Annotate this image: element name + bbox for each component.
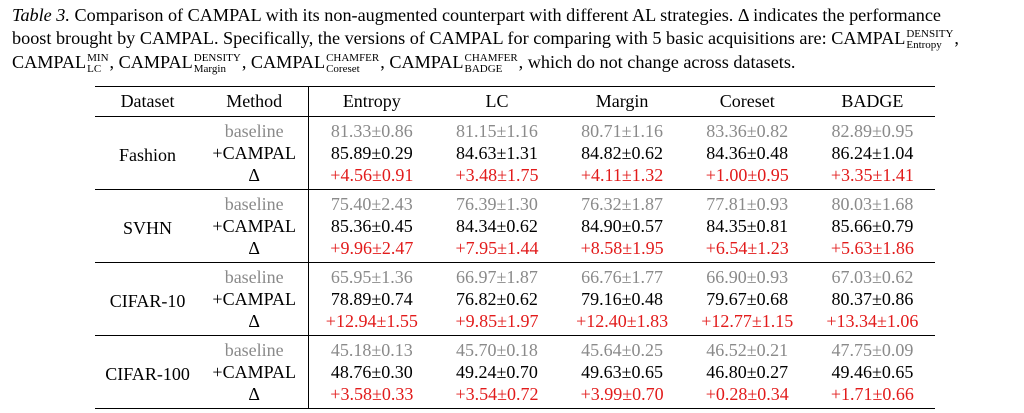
table-cell: 80.37±0.86 bbox=[831, 289, 914, 309]
table-row bbox=[95, 142, 935, 164]
table-cell: 67.03±0.62 bbox=[831, 267, 914, 287]
table-cell: 86.24±1.04 bbox=[831, 143, 914, 163]
table-row bbox=[95, 288, 935, 310]
table-cell: +6.54±1.23 bbox=[705, 238, 789, 258]
caption-line-1 bbox=[12, 4, 1016, 27]
method-label: baseline bbox=[200, 336, 309, 362]
method-label: baseline bbox=[200, 117, 309, 143]
table-cell: 49.46±0.65 bbox=[831, 362, 914, 382]
table-cell: 75.40±2.43 bbox=[330, 194, 413, 214]
table-cell: 85.66±0.79 bbox=[831, 216, 914, 236]
table-cell: 80.71±1.16 bbox=[581, 121, 664, 141]
table-cell: 81.15±1.16 bbox=[456, 121, 538, 141]
variant-sub: BADGE bbox=[464, 62, 503, 75]
campal-variant-badge: CAMPAL CHAMFER BADGE bbox=[389, 51, 518, 75]
table-header bbox=[95, 87, 935, 117]
dataset-name: SVHN bbox=[123, 217, 173, 238]
table-row bbox=[95, 263, 935, 289]
variant-sup: MIN bbox=[87, 51, 109, 64]
table-cell: +9.96±2.47 bbox=[330, 238, 414, 258]
table-cell: 82.89±0.95 bbox=[831, 121, 914, 141]
dataset-group bbox=[95, 190, 935, 263]
variant-sup: DENSITY bbox=[193, 51, 241, 64]
method-label: baseline bbox=[200, 190, 309, 216]
table-cell: 46.80±0.27 bbox=[706, 362, 789, 382]
table-cell: 84.63±1.31 bbox=[456, 143, 538, 163]
table-row bbox=[95, 237, 935, 263]
table-cell: +12.77±1.15 bbox=[701, 311, 794, 331]
method-label: Δ bbox=[200, 164, 309, 190]
variant-sub: Entropy bbox=[906, 38, 942, 51]
campal-variant-coreset: CAMPAL CHAMFER Coreset bbox=[250, 51, 380, 75]
table-cell: 47.75±0.09 bbox=[831, 340, 914, 360]
dataset-name: CIFAR-10 bbox=[109, 290, 186, 311]
dataset-name: CIFAR-100 bbox=[105, 363, 190, 384]
dataset-group bbox=[95, 263, 935, 336]
table-cell: 45.70±0.18 bbox=[456, 340, 538, 360]
table-cell: 79.67±0.68 bbox=[706, 289, 789, 309]
table-cell: 49.63±0.65 bbox=[581, 362, 664, 382]
table-cell: 49.24±0.70 bbox=[456, 362, 538, 382]
method-label: +CAMPAL bbox=[200, 361, 309, 383]
table-cell: 65.95±1.36 bbox=[330, 267, 413, 287]
table-cell: 80.03±1.68 bbox=[831, 194, 914, 214]
variant-sub: Coreset bbox=[326, 62, 360, 75]
caption-line-3: CAMPAL MIN LC , CAMPAL DENSITY Margin , CAMPAL CHAMFER Coreset , CAMPAL CHAMFER BADGE , which do not change across datasets. bbox=[12, 51, 796, 75]
header-margin: Margin bbox=[595, 91, 649, 111]
table-cell: +9.85±1.97 bbox=[455, 311, 539, 331]
caption-ending: , which do not change across datasets. bbox=[518, 51, 796, 72]
header-badge: BADGE bbox=[841, 91, 904, 111]
method-label: Δ bbox=[200, 383, 309, 409]
table-cell: 83.36±0.82 bbox=[706, 121, 789, 141]
table-cell: 84.35±0.81 bbox=[706, 216, 789, 236]
table-cell: 48.76±0.30 bbox=[330, 362, 413, 382]
variant-sub: Margin bbox=[193, 62, 226, 75]
caption-text-2: boost brought by CAMPAL. Specifically, the versions of CAMPAL for comparing with 5 basic acquisitions are: bbox=[12, 28, 827, 48]
table-cell: +3.99±0.70 bbox=[580, 384, 664, 404]
table-row bbox=[95, 361, 935, 383]
table-row bbox=[95, 215, 935, 237]
table-cell: 84.34±0.62 bbox=[456, 216, 538, 236]
table-cell: 66.97±1.87 bbox=[456, 267, 538, 287]
campal-variant-lc: CAMPAL MIN LC bbox=[12, 51, 109, 75]
table-cell: 85.36±0.45 bbox=[330, 216, 413, 236]
table-row bbox=[95, 164, 935, 190]
method-label: baseline bbox=[200, 263, 309, 289]
table-cell: 66.76±1.77 bbox=[581, 267, 664, 287]
variant-sup: CHAMFER bbox=[464, 51, 518, 64]
table-caption bbox=[12, 4, 1016, 75]
method-label: Δ bbox=[200, 237, 309, 263]
campal-variant-margin: CAMPAL DENSITY Margin bbox=[118, 51, 241, 75]
table-cell: 84.82±0.62 bbox=[581, 143, 664, 163]
table-row bbox=[95, 117, 935, 143]
table-cell: +12.94±1.55 bbox=[325, 311, 418, 331]
header-coreset: Coreset bbox=[719, 91, 775, 111]
table-cell: +3.54±0.72 bbox=[455, 384, 539, 404]
method-label: +CAMPAL bbox=[200, 142, 309, 164]
table-cell: 45.18±0.13 bbox=[330, 340, 413, 360]
header-dataset: Dataset bbox=[120, 91, 175, 111]
method-label: +CAMPAL bbox=[200, 215, 309, 237]
caption-label: Table 3. bbox=[12, 5, 70, 25]
header-method: Method bbox=[200, 87, 309, 117]
table-cell: +4.11±1.32 bbox=[580, 165, 664, 185]
table-cell: +8.58±1.95 bbox=[580, 238, 664, 258]
table-cell: +4.56±0.91 bbox=[330, 165, 414, 185]
table-cell: +1.00±0.95 bbox=[705, 165, 789, 185]
table-cell: 66.90±0.93 bbox=[706, 267, 789, 287]
table-cell: 77.81±0.93 bbox=[706, 194, 789, 214]
table-row bbox=[95, 310, 935, 336]
table-cell: +0.28±0.34 bbox=[705, 384, 789, 404]
table-cell: 79.16±0.48 bbox=[581, 289, 664, 309]
results-table bbox=[95, 86, 935, 409]
table-cell: 81.33±0.86 bbox=[330, 121, 413, 141]
variant-sub: LC bbox=[87, 62, 102, 75]
table-cell: 45.64±0.25 bbox=[581, 340, 664, 360]
table-cell: +7.95±1.44 bbox=[455, 238, 539, 258]
header-lc: LC bbox=[485, 91, 509, 111]
table-cell: +3.35±1.41 bbox=[830, 165, 914, 185]
caption-line-2 bbox=[12, 27, 1016, 51]
table-cell: +5.63±1.86 bbox=[830, 238, 914, 258]
table-cell: 76.32±1.87 bbox=[581, 194, 664, 214]
header-row bbox=[95, 87, 935, 117]
table-cell: +1.71±0.66 bbox=[830, 384, 914, 404]
caption-text-1: Comparison of CAMPAL with its non-augmented counterpart with different AL strategies. Δ indicates the performance bbox=[74, 5, 941, 25]
table-row bbox=[95, 336, 935, 362]
variant-sup: CHAMFER bbox=[326, 51, 380, 64]
table-cell: 84.36±0.48 bbox=[706, 143, 789, 163]
table-cell: 78.89±0.74 bbox=[330, 289, 413, 309]
dataset-group bbox=[95, 336, 935, 409]
table-cell: 85.89±0.29 bbox=[330, 143, 413, 163]
variant-sup: DENSITY bbox=[906, 27, 954, 40]
method-label: Δ bbox=[200, 310, 309, 336]
dataset-group bbox=[95, 117, 935, 190]
table-cell: +13.34±1.06 bbox=[826, 311, 919, 331]
table-cell: 46.52±0.21 bbox=[706, 340, 789, 360]
dataset-name: Fashion bbox=[119, 144, 177, 165]
table-row bbox=[95, 190, 935, 216]
method-label: +CAMPAL bbox=[200, 288, 309, 310]
table-cell: 76.39±1.30 bbox=[456, 194, 538, 214]
table-cell: 76.82±0.62 bbox=[456, 289, 538, 309]
table-cell: +3.58±0.33 bbox=[330, 384, 414, 404]
table-cell: +3.48±1.75 bbox=[455, 165, 539, 185]
campal-variant-entropy: CAMPAL DENSITY Entropy , bbox=[831, 27, 959, 51]
table-cell: +12.40±1.83 bbox=[576, 311, 669, 331]
table-cell: 84.90±0.57 bbox=[581, 216, 664, 236]
header-entropy: Entropy bbox=[342, 91, 401, 111]
table-row bbox=[95, 383, 935, 409]
